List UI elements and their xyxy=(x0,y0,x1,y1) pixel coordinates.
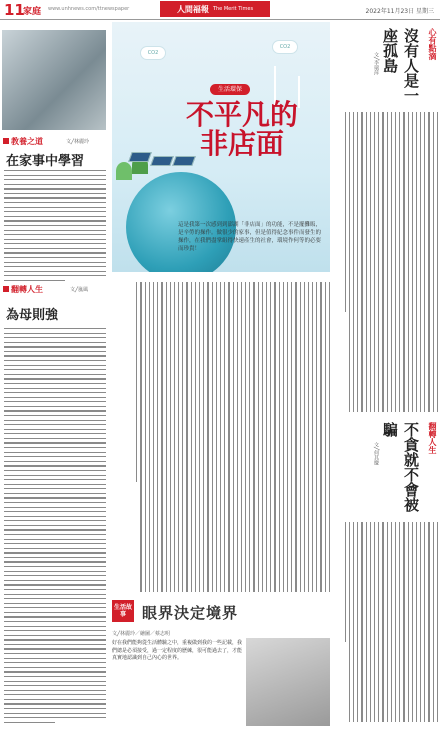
feature-article xyxy=(112,282,330,602)
article-body-text: 好在我們能夠從生活體驗之中，重複做到我的一些記載，我們總是必須接受，過一定程度的歷練，很可能過去了，才能真實地認識到自己內心的世界。 xyxy=(112,640,243,661)
article-body-text xyxy=(4,328,106,726)
article-title: 眼界決定境界 xyxy=(142,604,239,622)
logo-en: The Merit Times xyxy=(212,6,254,12)
byline: 文╱林麗玲／繪圖／蔡志明 xyxy=(112,631,171,637)
column-tag: 心有點滴 xyxy=(428,28,437,60)
feature-article-text xyxy=(116,282,330,592)
left-column xyxy=(0,22,110,732)
article-title: 為母則強 xyxy=(6,308,59,323)
page-number: 11 xyxy=(4,1,25,19)
site-url[interactable]: www.unhnews.com/ttnewspaper xyxy=(48,6,130,12)
newspaper-logo xyxy=(160,1,270,17)
issue-date: 2022年11月23日 星期三 xyxy=(365,8,434,15)
article-body-text xyxy=(332,112,438,412)
hero-illustration xyxy=(112,22,330,272)
hero-title xyxy=(162,100,322,159)
article-body-text xyxy=(332,522,438,722)
right-column xyxy=(330,22,440,732)
solar-panel-icon xyxy=(172,156,196,166)
logo-cn: 人間福報 xyxy=(176,4,209,14)
co2-cloud: CO2 xyxy=(140,46,166,60)
hero-lede: 這是我第一次感到到澎湖「非店面」的功能，不是擺攤販，是辛勞的操作。做很少的家事，但是值得紀念事件而發生的操作，在我們盡掌組得快速產生的社會，環境作何等的必要而珍貴！ xyxy=(178,222,322,252)
article-title: 不貪就不會被騙 xyxy=(381,422,420,512)
column-tag: 翻轉人生 xyxy=(428,422,437,454)
article-title: 沒有人是一座孤島 xyxy=(381,28,420,103)
illustration-photo xyxy=(246,638,330,726)
byline: 文╱李瑞萍 xyxy=(373,52,379,76)
solar-panel-icon xyxy=(128,152,152,162)
household-photo xyxy=(2,30,106,130)
section-name: 家庭 xyxy=(23,7,42,17)
bottom-feature xyxy=(112,600,330,732)
hero-title-line: 不平凡的 xyxy=(185,98,298,131)
section-tag: 生活故事 xyxy=(112,600,134,622)
article-body-text xyxy=(4,170,106,284)
topic-badge: 生活環保 xyxy=(210,84,250,95)
column-tag: 翻轉人生 xyxy=(3,284,43,295)
column-tag: 教養之道 xyxy=(3,136,43,147)
hero-title-line: 非店面 xyxy=(199,127,284,161)
byline: 文╱嵐風 xyxy=(70,287,89,293)
byline: 文╱何其慶 xyxy=(373,442,379,466)
plant-icon xyxy=(116,162,132,180)
co2-cloud: CO2 xyxy=(272,40,298,54)
article-title: 在家事中學習 xyxy=(6,154,85,169)
masthead xyxy=(0,0,440,20)
byline: 文╱林麗玲 xyxy=(66,139,90,145)
solar-panel-icon xyxy=(150,156,174,166)
